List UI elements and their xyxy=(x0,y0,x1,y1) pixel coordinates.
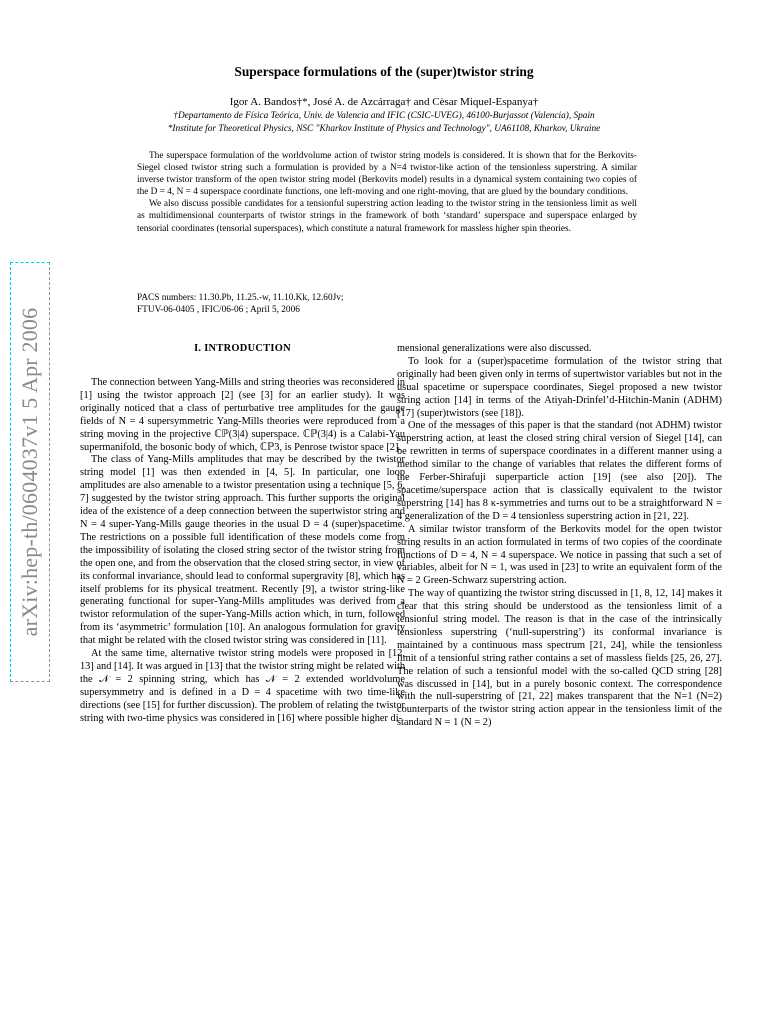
body-paragraph: The connection between Yang-Mills and string theories was reconsidered in [1] using the twistor approach [2] (see [3] for an earlier study). It was originally noticed that a class of perturbative tree amplitudes for the gauge fields of N = 4 supersymmetric Yang-Mills theories were reproduced from a string moving in the projective ℂℙ(3|4) superspace. ℂℙ(3|4) is a Calabi-Yau supermanifold, the bosonic body of which, ℂℙ3, is Penrose twistor space [2]. xyxy=(80,377,405,453)
affiliation-kharkov: *Institute for Theoretical Physics, NSC "Kharkov Institute of Physics and Technology", UA61108, Kharkov, Ukraine xyxy=(167,124,601,134)
arxiv-identifier-stamp[interactable] xyxy=(10,262,50,682)
affiliation-valencia: †Departamento de Física Teórica, Univ. de Valencia and IFIC (CSIC-UVEG), 46100-Burjassot (Valencia), Spain xyxy=(173,111,595,121)
abstract-paragraph: The superspace formulation of the worldvolume action of twistor string models is considered. It is shown that for the Berkovits-Siegel closed twistor string such a formulation is provided by a N=4 twistor-like action of the tensionless superstring. A similar inverse twistor transform of the open twistor string model (Berkovits model) results in a dynamical system containing two copies of the D = 4, N = 4 superspace coordinate functions, one left-moving and one right-moving, that are glued by the boundary conditions. xyxy=(137,151,637,198)
body-paragraph: The class of Yang-Mills amplitudes that may be described by the twistor string model [1] was then extended in [4, 5]. In particular, one loop amplitudes are also amenable to a twistor presentation using a technique [5, 6, 7] suggested by the twistor string approach. This further supports the original idea of the existence of a deep connection between the supertwistor string and N = 4 super-Yang-Mills gauge theories in the usual D = 4 (super)spacetime. The restrictions on a possible full identification of these models come from the impossibility of isolating the closed string sector of the twistor string from the open one, and from the observation that the closed string sector, in view of its conformal invariance, should lead to conformal supergravity [8], which has itself problems for its physical treatment. Recently [9], a twistor string-like generating functional for super-Yang-Mills amplitudes was derived from a twistor reformulation of the super-Yang-Mills action which, in turn, followed from its ‘asymmetric’ formulation [10]. An analogous formulation for gravity that might be related with the closed twistor string was considered in [11]. xyxy=(80,454,405,647)
pacs-numbers: PACS numbers: 11.30.Pb, 11.25.-w, 11.10.Kk, 12.60Jv; xyxy=(137,293,344,303)
body-paragraph: A similar twistor transform of the Berkovits model for the open twistor string results in an action formulated in terms of two copies of the coordinate functions of D = 4, N = 4 superspace. We notice in passing that such a set of variables, albeit for N = 1, was used in [23] to write an equivalent form of the N = 2 Green-Schwarz superstring action. xyxy=(397,523,722,587)
pacs-block xyxy=(137,292,637,316)
left-column xyxy=(80,377,405,725)
body-paragraph-continued: mensional generalizations were also discussed. xyxy=(397,343,592,354)
body-paragraph: One of the messages of this paper is that the standard (not ADHM) twistor superstring action, at least the closed string chiral version of Siegel [14], can be rewritten in terms of superspace coordinates in a different manner using a method similar to the change of variables that relates the different forms of the Ferber-Shirafuji superparticle action [19] (see also [20]). The spacetime/superspace action that is classically equivalent to the twistor superstring [14] has 8 κ-symmetries and turns out to be a straightforward N = 4 generalization of the D = 4 tensionless superstring action in [21, 22]. xyxy=(397,420,722,522)
body-paragraph: At the same time, alternative twistor string models were proposed in [12, 13] and [14]. It was argued in [13] that the twistor string might be related with the 𝒩 = 2 spinning string, which has 𝒩 = 2 extended worldvolume supersymmetry and is defined in a D = 4 spacetime with two time-like directions (see [15] for further discussion). The problem of relating the twistor string with two-time physics was considered in [16] where possible higher di- xyxy=(80,648,405,724)
body-paragraph: The way of quantizing the twistor string discussed in [1, 8, 12, 14] makes it clear that this string should be understood as the tensionless limit of a tensionful string model. The reason is that in the case of the intrinsically tensionless superstring (‘null-superstring’) its conformal invariance is maintained by a continuous mass spectrum [21, 24], while the tensionless limit of a tensionful string rather contains a set of massless fields [25, 26, 27]. The relation of such a tensionful model with the so-called QCD string [28] was discussed in [14], but in a purely bosonic context. The correspondence with the null-superstring of [21, 22] makes transparent that the N=1 (N=2) counterparts of the twistor string action appear in the tensionless limit of the standard N = 1 (N = 2) xyxy=(397,588,722,729)
abstract xyxy=(137,150,637,235)
section-heading-introduction: I. INTRODUCTION xyxy=(194,343,291,354)
right-column xyxy=(397,343,722,730)
arxiv-identifier-text: arXiv:hep-th/0604037v1 5 Apr 2006 xyxy=(17,307,42,637)
body-paragraph: To look for a (super)spacetime formulation of the twistor string that originally had been given only in terms of supertwistor variables but not in the usual spacetime or superspace coordinates, Siegel proposed a new twistor string action [14] in terms of the Atiyah-Drinfel’d-Hitchin-Manin (ADHM) [17] (super)twistors (see [18]). xyxy=(397,355,722,419)
paper-title: Superspace formulations of the (super)twistor string xyxy=(234,64,534,79)
preprint-numbers: FTUV-06-0405 , IFIC/06-06 ; April 5, 2006 xyxy=(137,305,300,316)
abstract-paragraph: We also discuss possible candidates for a tensionful superstring action leading to the twistor string in the tensionless limit as well as multidimensional counterparts of twistor strings in the framework of both ‘standard’ superspace and superspace enlarged by tensorial coordinates (tensorial superspaces), which constitute a natural framework for massless higher spin theories. xyxy=(137,199,637,234)
author-list: Igor A. Bandos†*, José A. de Azcárraga† and Cèsar Miquel-Espanya† xyxy=(229,96,539,108)
